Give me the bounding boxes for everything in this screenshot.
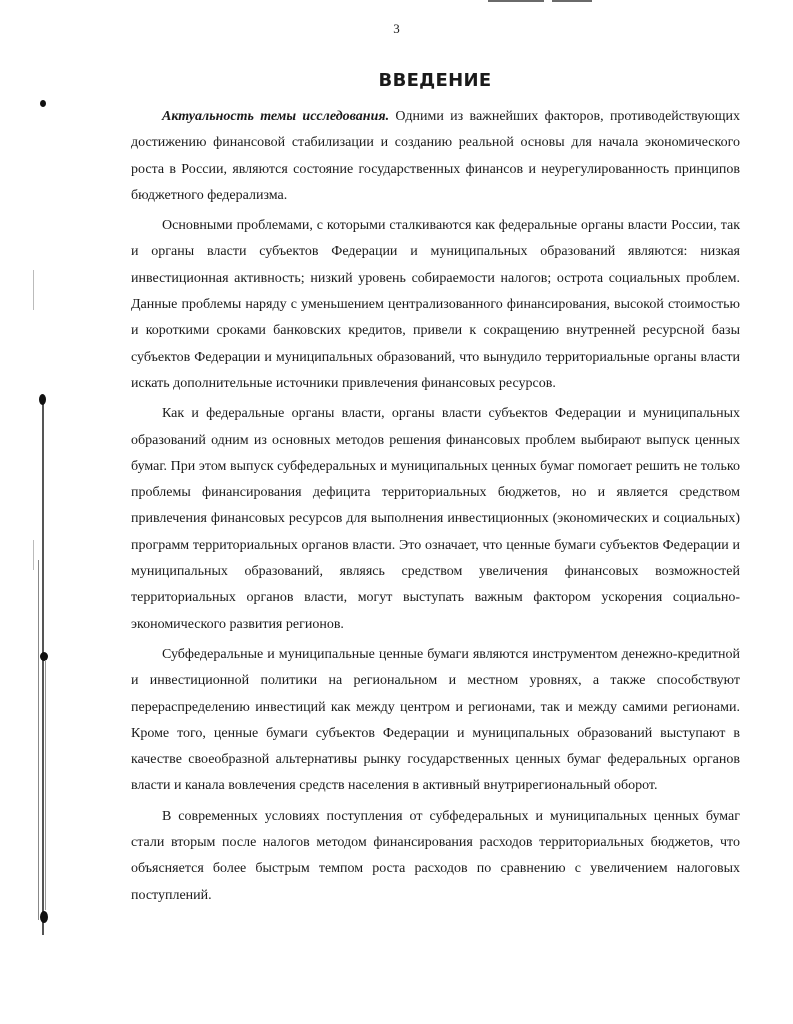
document-body — [131, 104, 740, 909]
paragraph-securities-instrument: Субфедеральные и муниципальные ценные бумаги являются инструментом денежно-кредитной и инвестиционной политики на региональном и местном уровнях, а также способствуют перераспределению инвестиций как между центром и регионами, так и между самими регионами. Кроме того, ценные бумаги субъектов Федерации и муниципальных образований выступают в качестве своеобразной альтернативы рынку государственных ценных бумаг федеральных органов власти и канала вовлечения средств населения в активный внутрирегиональный оборот. — [131, 646, 740, 794]
paragraph-securities-methods: Как и федеральные органы власти, органы власти субъектов Федерации и муниципальных образований одним из основных методов решения финансовых проблем выбирают выпуск ценных бумаг. При этом выпуск субфедеральных и муниципальных ценных бумаг помогает решить не только проблемы финансирования дефицита территориальных бюджетов, но и является средством привлечения финансовых ресурсов для выполнения инвестиционных (экономических и социальных) программ территориальных органов власти. Это означает, что ценные бумаги субъектов Федерации и муниципальных образований, являясь средством увеличения финансовых возможностей территориальных органов власти, могут выступать важным фактором ускорения социально-экономического развития регионов. — [131, 406, 740, 632]
paragraph-lead: Актуальность темы исследования. — [162, 109, 390, 124]
page-number: 3 — [393, 21, 400, 36]
scan-artifact-top — [488, 0, 592, 2]
paragraph-relevance — [131, 104, 740, 209]
paragraph-text: Одними из важнейших факторов, противодействующих достижению финансовой стабилизации и созданию реальной основы для начала экономического роста в России, являются состояние государственных финансов и неурегулированность принципов бюджетного федерализма. — [131, 109, 740, 203]
paragraph-problems: Основными проблемами, с которыми сталкиваются как федеральные органы власти России, так и органы власти субъектов Федерации и муниципальных образований являются: низкая инвестиционная активность; низкий уровень собираемости налогов; острота социальных проблем. Данные проблемы наряду с уменьшением централизованного финансирования, высокой стоимостью и короткими сроками банковских кредитов, привели к сокращению внутренней ресурсной базы субъектов Федерации и муниципальных образований, что вынудило территориальные органы власти искать дополнительные источники привлечения финансовых ресурсов. — [131, 218, 740, 391]
paragraph-current-conditions: В современных условиях поступления от субфедеральных и муниципальных ценных бумаг стали вторым после налогов методом финансирования расходов территориальных бюджетов, что объясняется более быстрым темпом роста расходов по сравнению с увеличением налоговых поступлений. — [131, 808, 740, 903]
page-title: ВВЕДЕНИЕ — [378, 70, 492, 92]
